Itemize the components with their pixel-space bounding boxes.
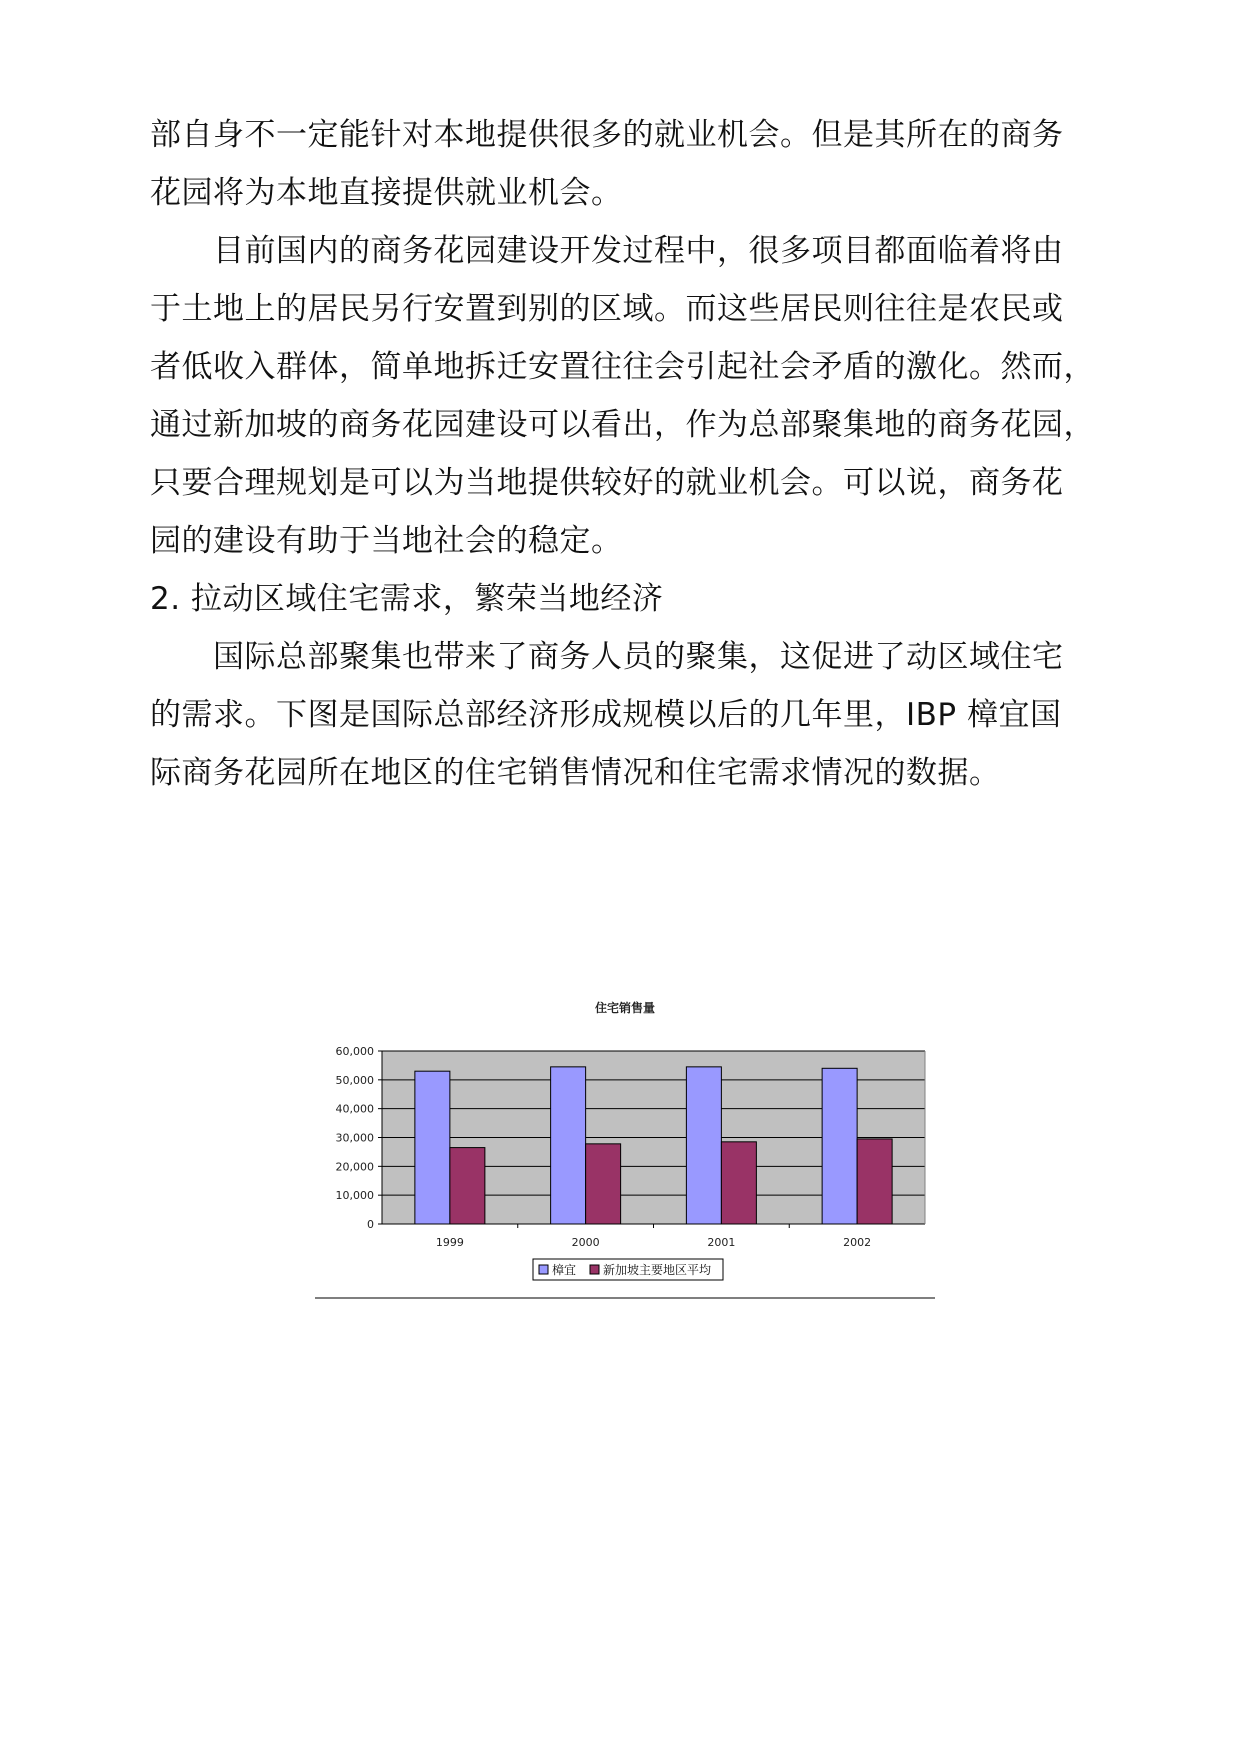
x-tick-label: 2000 xyxy=(571,1236,600,1249)
text-line: 部自身不一定能针对本地提供很多的就业机会。但是其所在的商务 xyxy=(150,117,1064,153)
text-line: 通过新加坡的商务花园建设可以看出，作为总部聚集地的商务花园， xyxy=(150,407,1095,443)
sales-chart xyxy=(315,988,935,1300)
legend-label: 新加坡主要地区平均 xyxy=(603,1263,712,1277)
bar xyxy=(721,1142,756,1224)
bar xyxy=(450,1148,485,1224)
text-line: 际商务花园所在地区的住宅销售情况和住宅需求情况的数据。 xyxy=(150,755,1001,791)
text-line: 的需求。下图是国际总部经济形成规模以后的几年里，IBP 樟宜国 xyxy=(150,697,1062,733)
bar xyxy=(586,1144,621,1224)
text-line: 者低收入群体，简单地拆迁安置往往会引起社会矛盾的激化。然而， xyxy=(150,349,1095,385)
x-tick-label: 1999 xyxy=(435,1236,464,1249)
y-tick-label: 50,000 xyxy=(335,1073,374,1087)
text-line: 只要合理规划是可以为当地提供较好的就业机会。可以说，商务花 xyxy=(150,465,1064,501)
y-tick-label: 60,000 xyxy=(335,1045,374,1058)
bar xyxy=(415,1071,450,1224)
text-line: 于土地上的居民另行安置到别的区域。而这些居民则往往是农民或 xyxy=(150,291,1064,327)
legend-swatch xyxy=(539,1265,548,1274)
chart-title: 住宅销售量 xyxy=(594,1001,656,1015)
bar xyxy=(822,1068,857,1224)
text-line: 园的建设有助于当地社会的稳定。 xyxy=(150,523,623,559)
text-line: 国际总部聚集也带来了商务人员的聚集，这促进了动区域住宅 xyxy=(150,639,1064,675)
text-line: 花园将为本地直接提供就业机会。 xyxy=(150,175,623,211)
text-line: 目前国内的商务花园建设开发过程中，很多项目都面临着将由 xyxy=(150,233,1064,269)
y-tick-label: 0 xyxy=(367,1218,374,1231)
y-tick-label: 30,000 xyxy=(335,1131,374,1145)
bar xyxy=(551,1067,586,1224)
legend-swatch xyxy=(590,1265,599,1274)
chart-svg xyxy=(315,988,935,1300)
x-tick-label: 2002 xyxy=(843,1236,872,1249)
bar xyxy=(857,1139,892,1224)
y-tick-label: 20,000 xyxy=(335,1160,374,1174)
y-tick-label: 40,000 xyxy=(335,1102,374,1116)
legend-label: 樟宜 xyxy=(552,1263,577,1277)
y-tick-label: 10,000 xyxy=(335,1189,374,1203)
section-heading: 2. 拉动区域住宅需求，繁荣当地经济 xyxy=(150,581,664,617)
legend xyxy=(533,1259,723,1280)
x-tick-label: 2001 xyxy=(707,1236,736,1249)
bar xyxy=(686,1067,721,1224)
